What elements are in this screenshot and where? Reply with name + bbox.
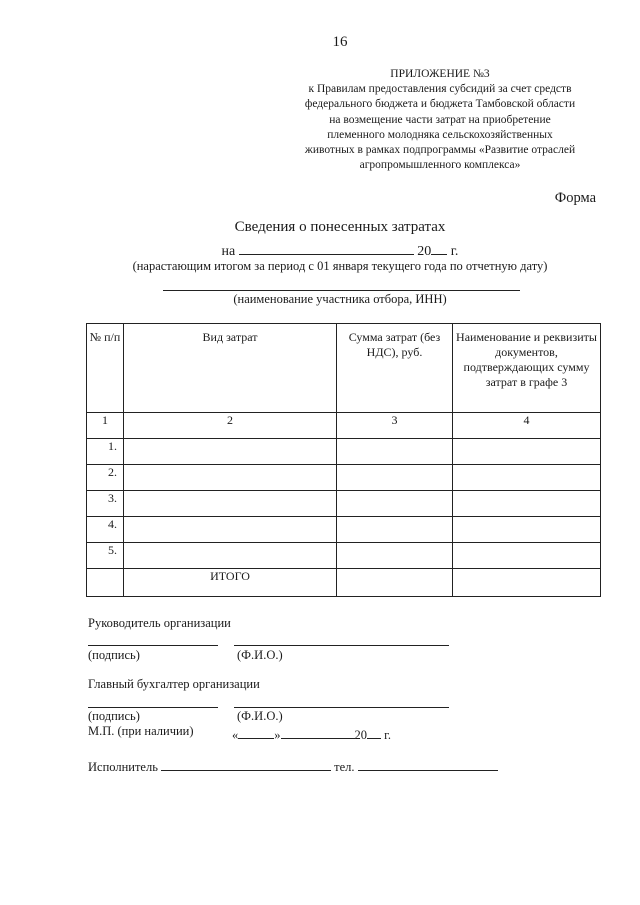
executor-label: Исполнитель (88, 760, 158, 774)
date-year-prefix: 20 (417, 244, 432, 259)
form-label: Форма (554, 190, 596, 206)
phone-label: тел. (334, 760, 355, 774)
table-row (87, 439, 601, 465)
name-caption: (Ф.И.О.) (237, 709, 283, 723)
date-suffix: г. (384, 728, 391, 742)
total-number-cell (87, 569, 124, 597)
cumulative-note: (нарастающим итогом за период с 01 января текущего года по отчетную дату) (132, 259, 548, 273)
name-caption: (Ф.И.О.) (237, 648, 283, 662)
date-blank[interactable] (239, 240, 414, 255)
row-number: 1. (87, 439, 124, 465)
total-label: ИТОГО (124, 569, 337, 597)
head-title: Руководитель организации (88, 616, 231, 630)
header-cell: Наименование и реквизиты документов, подтверждающих сумму затрат в графе 3 (453, 324, 601, 413)
appendix-line: агропромышленного комплекса» (359, 159, 521, 172)
accountant-name-field[interactable] (234, 707, 449, 708)
cost-type-cell[interactable] (124, 465, 337, 491)
executor-field[interactable] (161, 756, 331, 771)
table-row (87, 543, 601, 569)
row-number: 3. (87, 491, 124, 517)
signature-caption: (подпись) (88, 709, 140, 723)
row-number: 4. (87, 517, 124, 543)
header-cell: Сумма затрат (без НДС), руб. (337, 324, 453, 413)
date-close-quote: » (274, 728, 281, 742)
appendix-line: племенного молодняка сельскохозяйственных (327, 128, 553, 141)
amount-cell[interactable] (337, 465, 453, 491)
head-name-field[interactable] (234, 645, 449, 646)
table-row (87, 517, 601, 543)
header-cell: № п/п (87, 324, 124, 413)
executor-row (88, 756, 498, 775)
participant-name-field[interactable] (163, 290, 520, 291)
document-title: Сведения о понесенных затратах (234, 219, 446, 235)
cost-type-cell[interactable] (124, 543, 337, 569)
appendix-line: к Правилам предоставления субсидий за счет средств (308, 83, 572, 96)
total-documents-cell[interactable] (453, 569, 601, 597)
day-blank[interactable] (238, 724, 274, 739)
participant-caption: (наименование участника отбора, ИНН) (233, 292, 447, 306)
amount-cell[interactable] (337, 491, 453, 517)
date-year: 20 (354, 728, 367, 742)
amount-cell[interactable] (337, 517, 453, 543)
documents-cell[interactable] (453, 543, 601, 569)
date-line (0, 240, 640, 260)
documents-cell[interactable] (453, 491, 601, 517)
documents-cell[interactable] (453, 465, 601, 491)
column-number-row (87, 413, 601, 439)
accountant-title: Главный бухгалтер организации (88, 677, 260, 691)
row-number: 5. (87, 543, 124, 569)
table-row (87, 465, 601, 491)
appendix-line: на возмещение части затрат на приобретение (329, 113, 551, 126)
appendix-line: федерального бюджета и бюджета Тамбовской области (304, 98, 576, 111)
total-amount-cell[interactable] (337, 569, 453, 597)
cost-type-cell[interactable] (124, 517, 337, 543)
table-row (87, 491, 601, 517)
row-number: 2. (87, 465, 124, 491)
head-signature-field[interactable] (88, 645, 218, 646)
table-header-row (87, 324, 601, 413)
date-open-quote: « (232, 728, 239, 742)
year-blank[interactable] (431, 240, 447, 255)
year-blank[interactable] (367, 724, 381, 739)
date-prefix: на (221, 244, 236, 259)
documents-cell[interactable] (453, 439, 601, 465)
cost-type-cell[interactable] (124, 491, 337, 517)
amount-cell[interactable] (337, 543, 453, 569)
phone-field[interactable] (358, 756, 498, 771)
column-number: 1 (87, 413, 124, 439)
total-row (87, 569, 601, 597)
accountant-signature-field[interactable] (88, 707, 218, 708)
column-number: 3 (337, 413, 453, 439)
column-number: 2 (124, 413, 337, 439)
seal-label: М.П. (при наличии) (88, 724, 194, 738)
date-suffix: г. (450, 244, 459, 259)
appendix-block (270, 67, 610, 173)
costs-table (86, 323, 601, 597)
month-blank[interactable] (281, 724, 355, 739)
column-number: 4 (453, 413, 601, 439)
signature-date (232, 724, 391, 743)
header-cell: Вид затрат (124, 324, 337, 413)
appendix-line: животных в рамках подпрограммы «Развитие отраслей (304, 144, 576, 157)
cost-type-cell[interactable] (124, 439, 337, 465)
page-number: 16 (332, 34, 348, 50)
signature-caption: (подпись) (88, 648, 140, 662)
amount-cell[interactable] (337, 439, 453, 465)
documents-cell[interactable] (453, 517, 601, 543)
appendix-title: ПРИЛОЖЕНИЕ №3 (390, 68, 490, 80)
